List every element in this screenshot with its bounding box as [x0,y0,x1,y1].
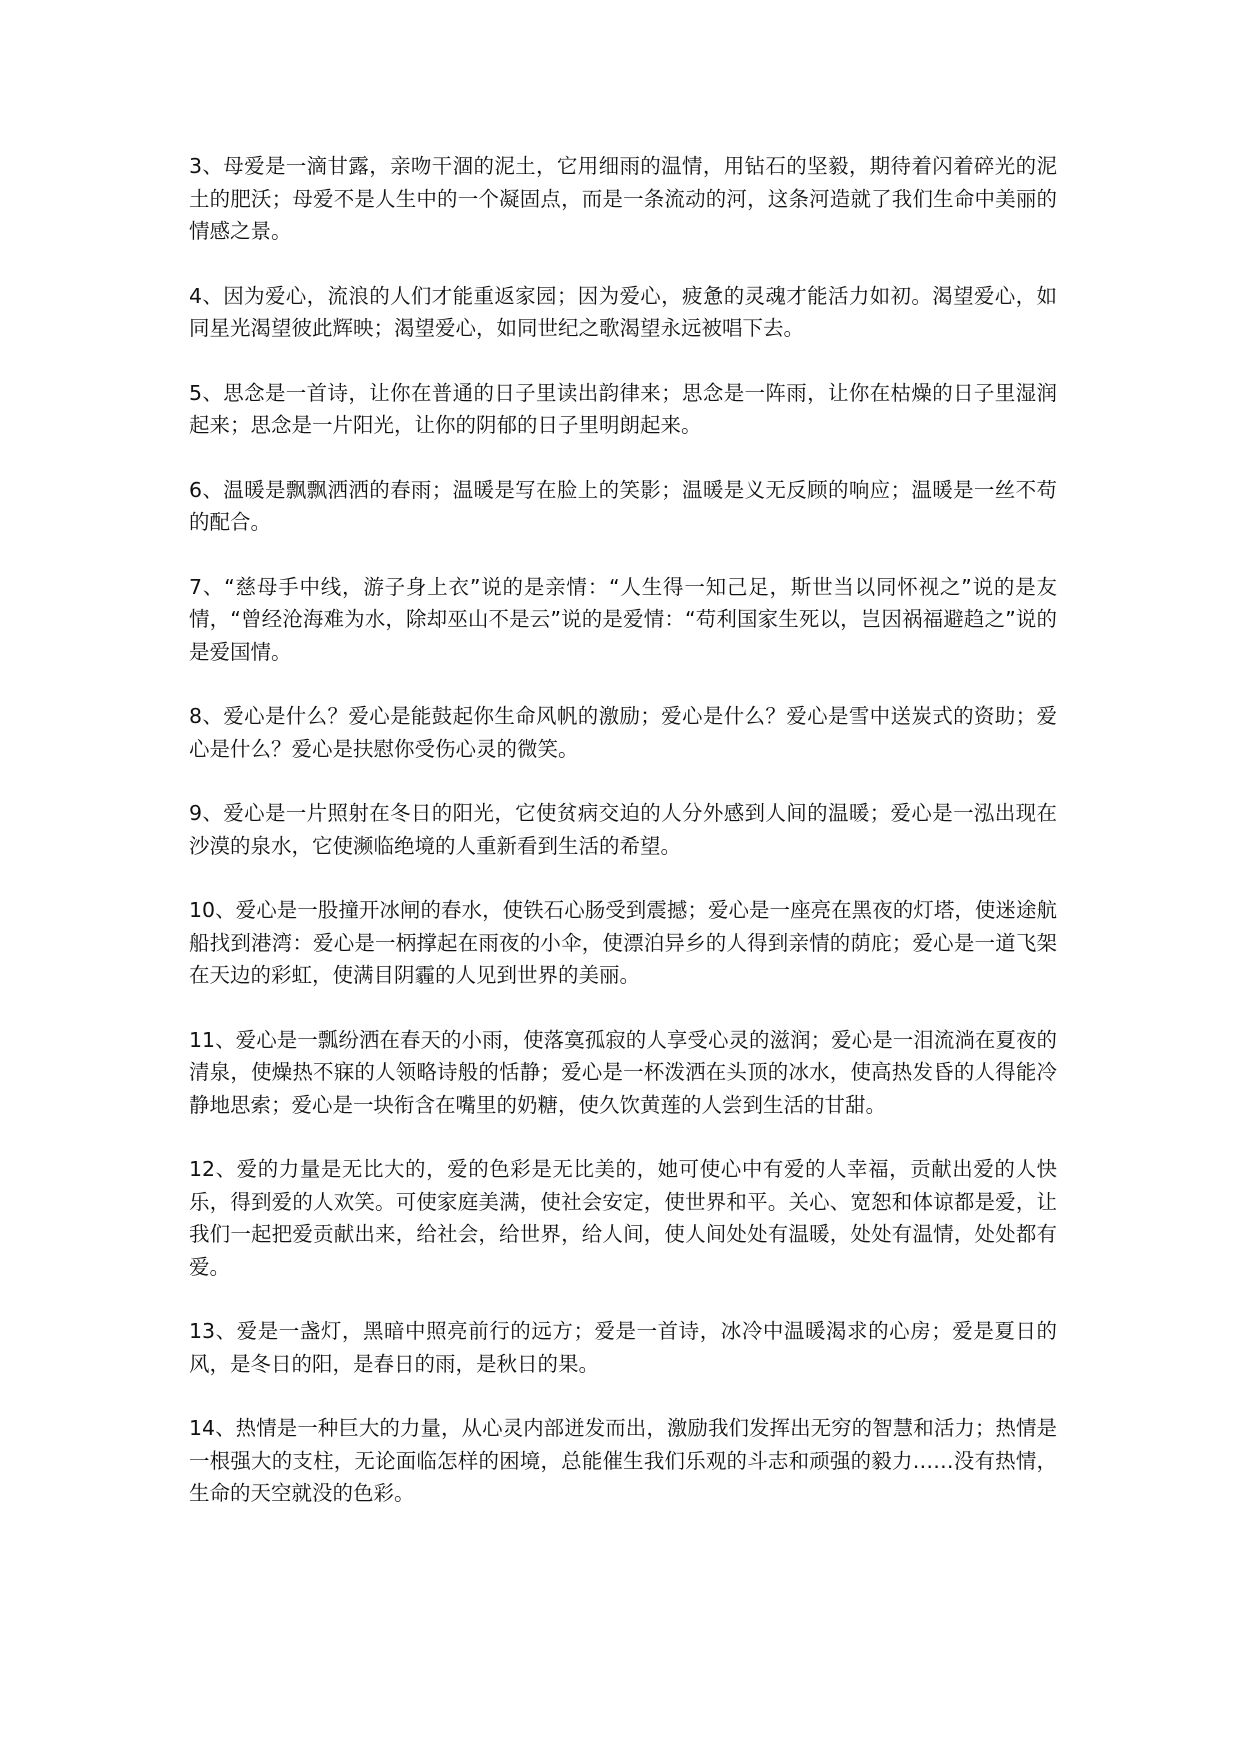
paragraph-8: 8、爱心是什么？爱心是能鼓起你生命风帆的激励；爱心是什么？爱心是雪中送炭式的资助；爱心是什么？爱心是扶慰你受伤心灵的微笑。 [189,704,1057,761]
paragraph-4: 4、因为爱心，流浪的人们才能重返家园；因为爱心，疲惫的灵魂才能活力如初。渴望爱心，如同星光渴望彼此辉映；渴望爱心，如同世纪之歌渴望永远被唱下去。 [189,283,1057,340]
paragraph-12: 12、爱的力量是无比大的，爱的色彩是无比美的，她可使心中有爱的人幸福，贡献出爱的人快乐，得到爱的人欢笑。可使家庭美满，使社会安定，使世界和平。关心、宽恕和体谅都是爱，让我们一起把爱贡献出来，给社会，给世界，给人间，使人间处处有温暖，处处有温情，处处都有爱。 [189,1157,1057,1279]
paragraph-14: 14、热情是一种巨大的力量，从心灵内部迸发而出，激励我们发挥出无穷的智慧和活力；热情是一根强大的支柱，无论面临怎样的困境，总能催生我们乐观的斗志和顽强的毅力……没有热情，生命的天空就没的色彩。 [189,1416,1057,1505]
paragraph-10: 10、爱心是一股撞开冰闸的春水，使铁石心肠受到震撼；爱心是一座亮在黑夜的灯塔，使迷途航船找到港湾：爱心是一柄撑起在雨夜的小伞，使漂泊异乡的人得到亲情的荫庇；爱心是一道飞架在天边的彩虹，使满目阴霾的人见到世界的美丽。 [189,898,1057,987]
paragraph-6: 6、温暖是飘飘洒洒的春雨；温暖是写在脸上的笑影；温暖是义无反顾的响应；温暖是一丝不苟的配合。 [189,477,1057,534]
document-page [189,150,1057,1542]
paragraph-13: 13、爱是一盏灯，黑暗中照亮前行的远方；爱是一首诗，冰冷中温暖渴求的心房；爱是夏日的风，是冬日的阳，是春日的雨，是秋日的果。 [189,1319,1057,1376]
paragraph-3: 3、母爱是一滴甘露，亲吻干涸的泥土，它用细雨的温情，用钻石的坚毅，期待着闪着碎光的泥土的肥沃；母爱不是人生中的一个凝固点，而是一条流动的河，这条河造就了我们生命中美丽的情感之景。 [189,154,1057,243]
paragraph-11: 11、爱心是一瓢纷洒在春天的小雨，使落寞孤寂的人享受心灵的滋润；爱心是一泪流淌在夏夜的清泉，使燥热不寐的人领略诗般的恬静；爱心是一杯泼洒在头顶的冰水，使高热发昏的人得能冷静地思索；爱心是一块衔含在嘴里的奶糖，使久饮黄莲的人尝到生活的甘甜。 [189,1027,1057,1117]
paragraph-5: 5、思念是一首诗，让你在普通的日子里读出韵律来；思念是一阵雨，让你在枯燥的日子里湿润起来；思念是一片阳光，让你的阴郁的日子里明朗起来。 [189,380,1057,437]
paragraph-9: 9、爱心是一片照射在冬日的阳光，它使贫病交迫的人分外感到人间的温暖；爱心是一泓出现在沙漠的泉水，它使濒临绝境的人重新看到生活的希望。 [189,801,1057,858]
paragraph-7: 7、“慈母手中线，游子身上衣”说的是亲情：“人生得一知己足，斯世当以同怀视之”说的是友情，“曾经沧海难为水，除却巫山不是云”说的是爱情：“苟利国家生死以，岂因祸福避趋之”说的是爱国情。 [189,574,1057,664]
